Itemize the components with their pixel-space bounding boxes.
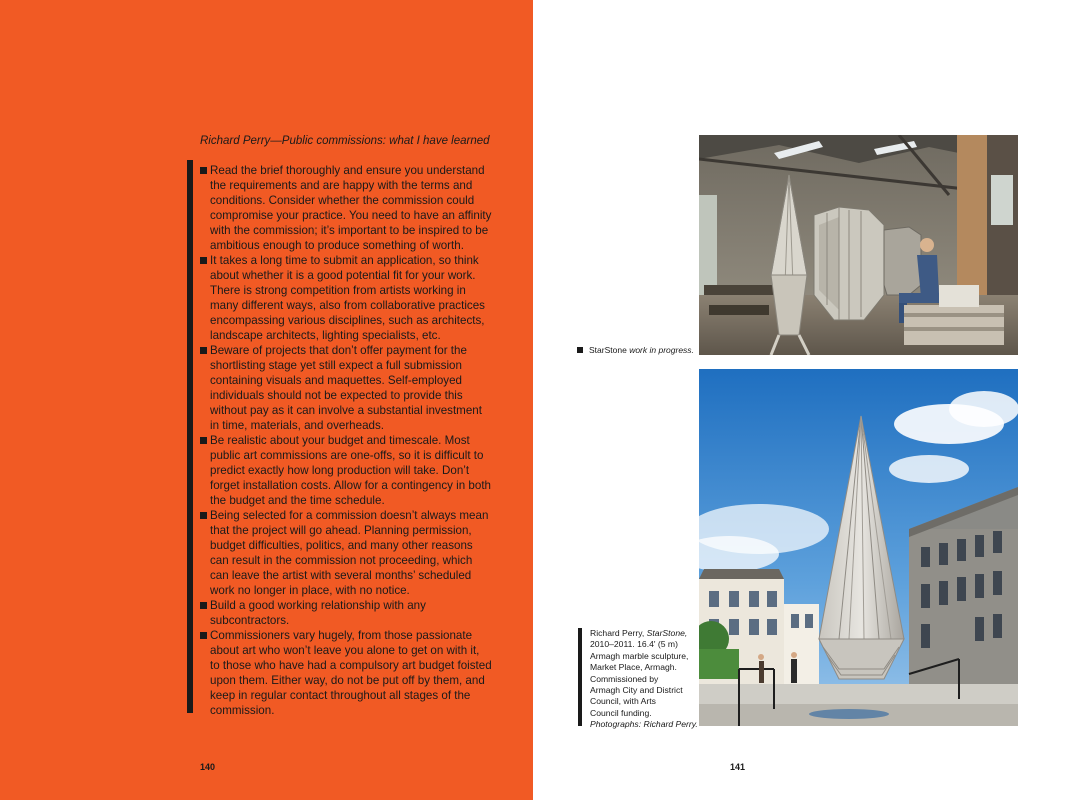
photo-caption-2 — [590, 628, 698, 731]
caption2-line: Armagh marble sculpture, — [590, 650, 689, 661]
caption2-line: 2010–2011. 16.4' (5 m) — [590, 639, 678, 650]
list-item: Build a good working relationship with any subcontractors. — [200, 598, 492, 628]
lessons-list — [200, 163, 492, 718]
list-item: Being selected for a commission doesn’t always mean that the project will go ahead. Planning permission, budget difficulties, politics, and many other reasons can result in the commission not proceeding, which can leave the artist with several months’ scheduled work no longer in place, with no notice. — [200, 508, 492, 598]
photo-caption-1 — [577, 345, 694, 355]
caption2-credit: Photographs: Richard Perry. — [590, 719, 698, 730]
caption1-title: StarStone — [589, 345, 627, 355]
section-title: Richard Perry—Public commissions: what I have learned — [200, 135, 490, 147]
caption2-line: Richard Perry, — [590, 628, 645, 638]
caption2-line: Market Place, Armagh. — [590, 662, 677, 673]
page-number-left: 140 — [200, 762, 216, 772]
caption2-title: StarStone, — [646, 628, 688, 638]
caption2-line: Council funding. — [590, 707, 652, 718]
side-rule — [187, 160, 193, 713]
workshop-photo — [699, 135, 1018, 355]
page-number-right: 141 — [730, 762, 746, 772]
caption2-line: Armagh City and District — [590, 685, 683, 696]
list-item: It takes a long time to submit an application, so think about whether it is a good potential fit for your work. There is strong competition from artists working in many different ways, also from collaborative practices encompassing various disciplines, such as architects, landscape architects, lighting specialists, etc. — [200, 253, 492, 343]
caption-rule — [578, 628, 582, 726]
list-item: Be realistic about your budget and timescale. Most public art commissions are one-offs, so it is difficult to predict exactly how long production will take. Don’t forget installation costs. Allow for a contingency in both the budget and the time schedule. — [200, 433, 492, 508]
right-page — [533, 0, 1066, 800]
list-item: Commissioners vary hugely, from those passionate about art who won’t leave you alone to get on with it, to those who have had a compulsory art budget foisted upon them. Either way, do not be put off by them, and keep in regular contact throughout all stages of the commission. — [200, 628, 492, 718]
list-item: Beware of projects that don’t offer payment for the shortlisting stage yet still expect a full submission containing visuals and maquettes. Self-employed individuals should not be expected to provide this without pay as it can involve a substantial investment in time, materials, and overheads. — [200, 343, 492, 433]
starstone-photo — [699, 369, 1018, 726]
caption2-line: Council, with Arts — [590, 696, 656, 707]
list-item: Read the brief thoroughly and ensure you understand the requirements and are happy with the terms and conditions. Consider whether the commission could compromise your practice. You need to have an affinity with the commission; it’s important to be inspired to be ambitious enough to produce something of worth. — [200, 163, 492, 253]
caption2-line: Commissioned by — [590, 673, 659, 684]
caption-marker — [577, 347, 583, 353]
caption1-rest: work in progress. — [629, 345, 694, 355]
